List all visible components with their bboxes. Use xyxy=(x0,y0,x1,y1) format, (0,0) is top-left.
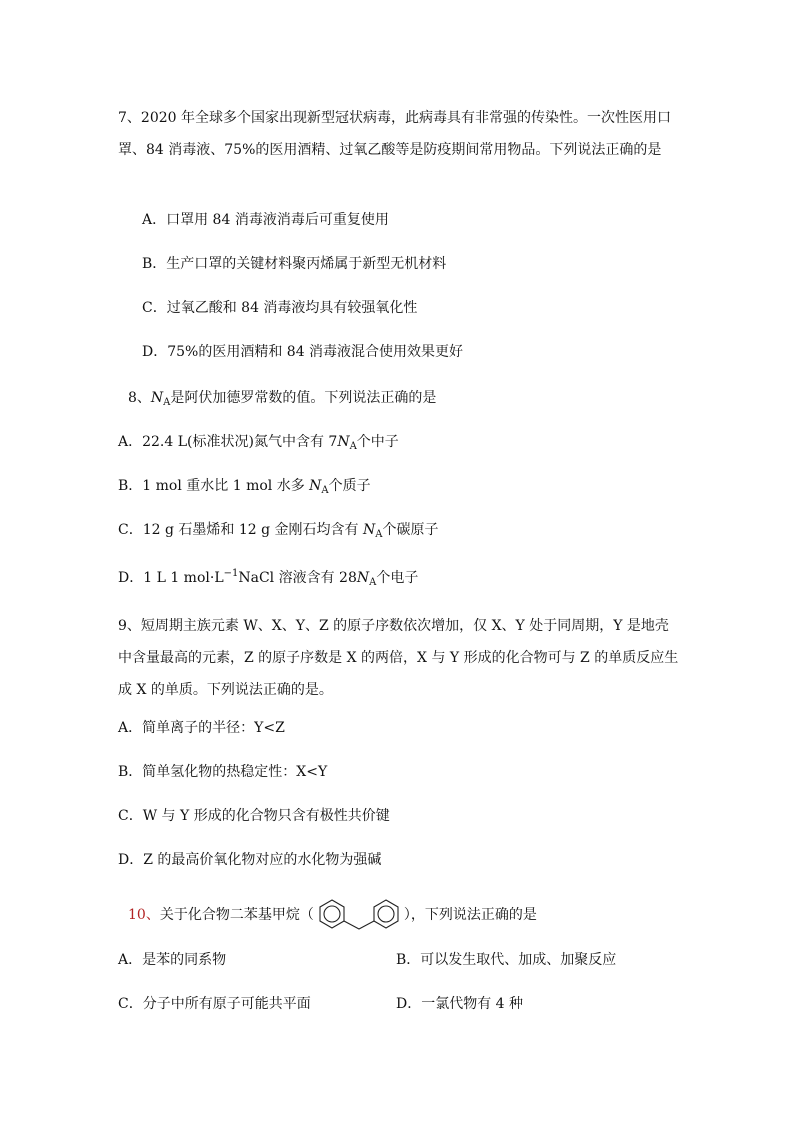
question-8-option-c xyxy=(118,520,438,545)
question-10-stem-post: ），下列说法正确的是 xyxy=(403,907,537,923)
question-7-option-a: A．口罩用 84 消毒液消毒后可重复使用 xyxy=(142,212,389,228)
diphenylmethane-structure-icon xyxy=(316,898,402,932)
option-b-text: B．1 mol 重水比 1 mol 水多 xyxy=(118,478,310,494)
question-10-option-a: A．是苯的同系物 xyxy=(118,952,227,968)
question-9-option-d: D．Z 的最高价氧化物对应的水化物为强碱 xyxy=(118,852,382,868)
option-c-suffix: 个碳原子 xyxy=(382,522,439,538)
aromatic-circle-right xyxy=(378,906,394,922)
avogadro-subscript: A xyxy=(375,529,383,540)
avogadro-subscript: A xyxy=(349,441,357,452)
methylene-bridge xyxy=(344,921,374,929)
question-7-option-c: C．过氧乙酸和 84 消毒液均具有较强氧化性 xyxy=(142,300,418,316)
avogadro-symbol: N xyxy=(362,522,376,538)
superscript-minus-one: −1 xyxy=(223,568,239,579)
option-c-text: C．12 g 石墨烯和 12 g 金刚石均含有 xyxy=(118,522,363,538)
option-b-suffix: 个质子 xyxy=(328,478,371,494)
avogadro-symbol: N xyxy=(150,390,164,406)
question-10-option-b: B．可以发生取代、加成、加聚反应 xyxy=(396,952,617,968)
avogadro-subscript: A xyxy=(321,485,329,496)
question-10-number: 10、 xyxy=(128,907,160,923)
question-8-option-b xyxy=(118,476,371,501)
option-d-text: D．1 L 1 mol·L xyxy=(118,570,224,586)
avogadro-subscript: A xyxy=(369,577,377,588)
question-10-stem-pre: 关于化合物二苯基甲烷（ xyxy=(159,907,314,923)
question-9-option-b: B．简单氢化物的热稳定性：X<Y xyxy=(118,764,328,780)
avogadro-symbol: N xyxy=(356,570,370,586)
avogadro-symbol: N xyxy=(309,478,322,494)
question-8-number: 8、 xyxy=(128,390,151,406)
aromatic-circle-left xyxy=(324,906,340,922)
question-10-stem xyxy=(128,898,537,932)
option-d-mid: NaCl 溶液含有 28 xyxy=(238,570,357,586)
question-10-option-d: D．一氯代物有 4 种 xyxy=(396,996,524,1012)
question-8-option-a xyxy=(118,432,399,457)
option-a-text: A．22.4 L(标准状况)氮气中含有 7 xyxy=(118,434,338,450)
avogadro-symbol: N xyxy=(337,434,350,450)
avogadro-subscript: A xyxy=(163,397,171,408)
question-8-stem xyxy=(128,388,436,413)
question-9-stem: 9、短周期主族元素 W、X、Y、Z 的原子序数依次增加，仅 X、Y 处于同周期，Y 是地壳中含量最高的元素，Z 的原子序数是 X 的两倍，X 与 Y 形成的化合物可与 Z 的单质反应生成 X 的单质。下列说法正确的是。 xyxy=(118,618,679,698)
question-7-option-d: D．75%的医用酒精和 84 消毒液混合使用效果更好 xyxy=(142,344,464,360)
question-8-option-d xyxy=(118,564,418,593)
question-9-option-a: A．简单离子的半径：Y<Z xyxy=(118,720,285,736)
option-d-suffix: 个电子 xyxy=(376,570,419,586)
question-7-option-b: B．生产口罩的关键材料聚丙烯属于新型无机材料 xyxy=(142,256,447,272)
question-8-stem-text: 是阿伏加德罗常数的值。下列说法正确的是 xyxy=(170,390,437,406)
question-9-option-c: C．W 与 Y 形成的化合物只含有极性共价键 xyxy=(118,808,390,824)
question-10-option-c: C．分子中所有原子可能共平面 xyxy=(118,996,311,1012)
option-a-suffix: 个中子 xyxy=(356,434,399,450)
question-7-stem: 7、2020 年全球多个国家出现新型冠状病毒，此病毒具有非常强的传染性。一次性医用口罩、84 消毒液、75%的医用酒精、过氧乙酸等是防疫期间常用物品。下列说法正确的是 xyxy=(118,110,671,158)
